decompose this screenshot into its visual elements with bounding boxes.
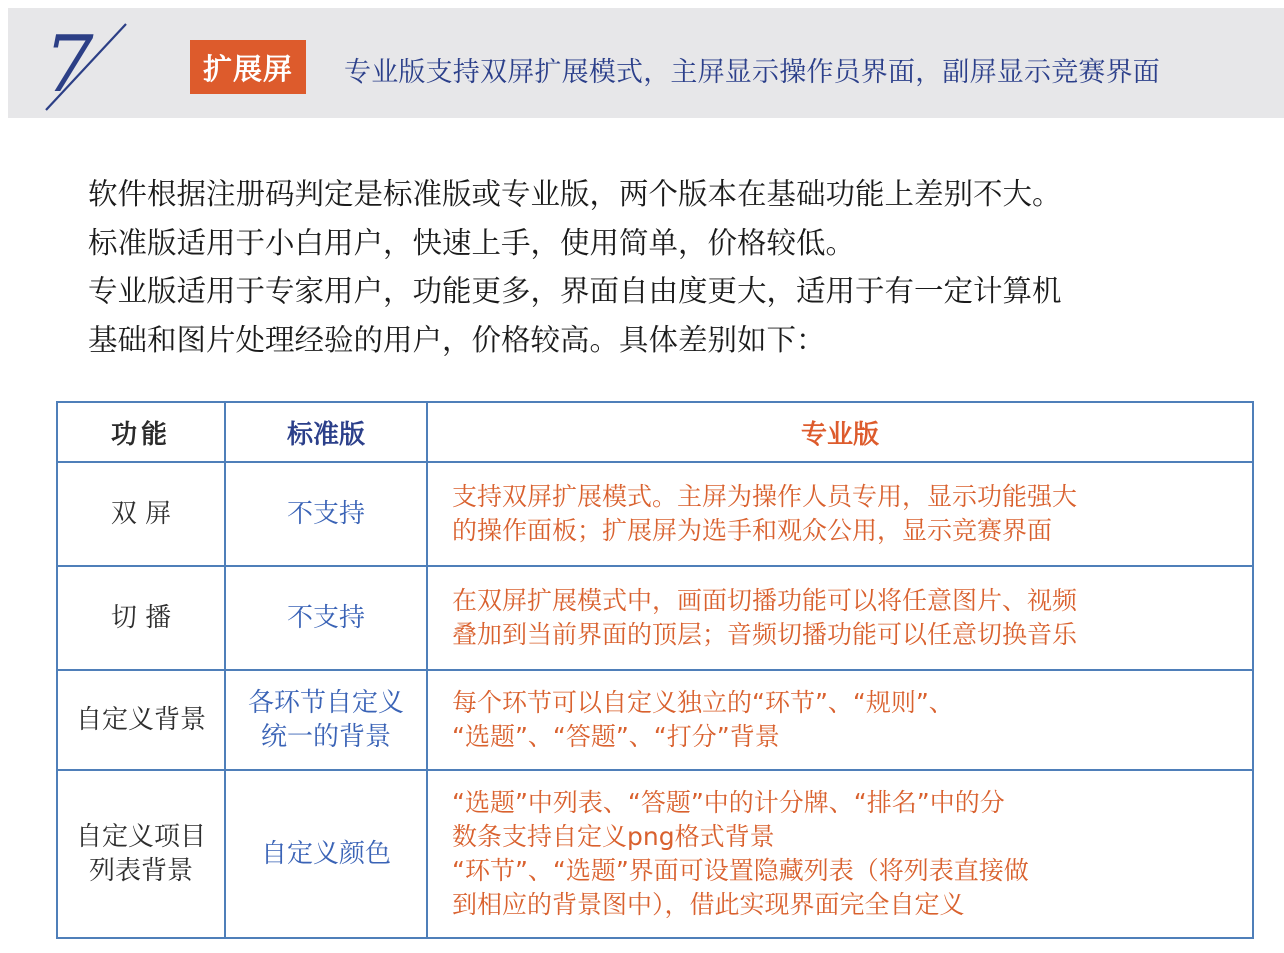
- feature-cell: [57, 770, 225, 938]
- standard-cell: [225, 770, 427, 938]
- feature-text: 双 屏: [110, 499, 172, 529]
- intro-line: 标准版适用于小白用户，快速上手，使用简单，价格较低。: [88, 225, 856, 260]
- section-tag: 扩展屏: [190, 40, 306, 94]
- feature-text: 自定义项目: [75, 822, 206, 852]
- feature-cell: [57, 670, 225, 770]
- pro-text: 到相应的背景图中），借此实现界面完全自定义: [452, 890, 965, 919]
- step-number: 7: [44, 20, 94, 110]
- pro-cell: [427, 770, 1253, 938]
- slash-icon: [38, 18, 138, 114]
- standard-text: 统一的背景: [260, 722, 391, 752]
- header-description: 专业版支持双屏扩展模式，主屏显示操作员界面，副屏显示竞赛界面: [344, 57, 1160, 88]
- pro-text: 的操作面板；扩展屏为选手和观众公用，显示竞赛界面: [452, 516, 1053, 545]
- pro-cell: [427, 462, 1253, 566]
- pro-text: “环节”、“选题”界面可设置隐藏列表（将列表直接做: [452, 856, 1029, 885]
- feature-text: 列表背景: [88, 856, 193, 886]
- intro-line: 专业版适用于专家用户，功能更多，界面自由度更大，适用于有一定计算机: [88, 274, 1062, 308]
- standard-text: 自定义颜色: [260, 839, 391, 869]
- pro-text: 每个环节可以自定义独立的“环节”、“规则”、: [452, 688, 954, 717]
- header-feature: 功能: [57, 402, 225, 462]
- header-banner: [8, 8, 1284, 118]
- comparison-table: [56, 401, 1254, 939]
- standard-text: 不支持: [286, 499, 365, 529]
- pro-text: 数条支持自定义png格式背景: [452, 822, 775, 851]
- standard-cell: [225, 670, 427, 770]
- header-standard: 标准版: [225, 402, 427, 462]
- table-row: [57, 566, 1253, 670]
- feature-text: 自定义背景: [75, 705, 206, 735]
- table-row: [57, 770, 1253, 938]
- table-row: [57, 670, 1253, 770]
- pro-text: “选题”、“答题”、“打分”背景: [452, 722, 780, 751]
- intro-line: 软件根据注册码判定是标准版或专业版，两个版本在基础功能上差别不大。: [88, 177, 1062, 211]
- table-header-row: [57, 402, 1253, 462]
- feature-text: 切 播: [110, 603, 172, 633]
- pro-text: 支持双屏扩展模式。主屏为操作人员专用，显示功能强大: [452, 482, 1078, 511]
- standard-cell: [225, 462, 427, 566]
- header-pro: 专业版: [427, 402, 1253, 462]
- pro-cell: [427, 566, 1253, 670]
- standard-text: 不支持: [286, 603, 365, 633]
- standard-text: 各环节自定义: [247, 688, 404, 718]
- table-row: [57, 462, 1253, 566]
- standard-cell: [225, 566, 427, 670]
- pro-text: 在双屏扩展模式中，画面切播功能可以将任意图片、视频: [452, 586, 1078, 615]
- intro-text: [88, 170, 1062, 364]
- pro-text: 叠加到当前界面的顶层；音频切播功能可以任意切换音乐: [452, 620, 1078, 649]
- pro-text: “选题”中列表、“答题”中的计分牌、“排名”中的分: [452, 788, 1005, 817]
- intro-line: 基础和图片处理经验的用户，价格较高。具体差别如下：: [88, 322, 826, 357]
- feature-cell: [57, 566, 225, 670]
- pro-cell: [427, 670, 1253, 770]
- feature-cell: [57, 462, 225, 566]
